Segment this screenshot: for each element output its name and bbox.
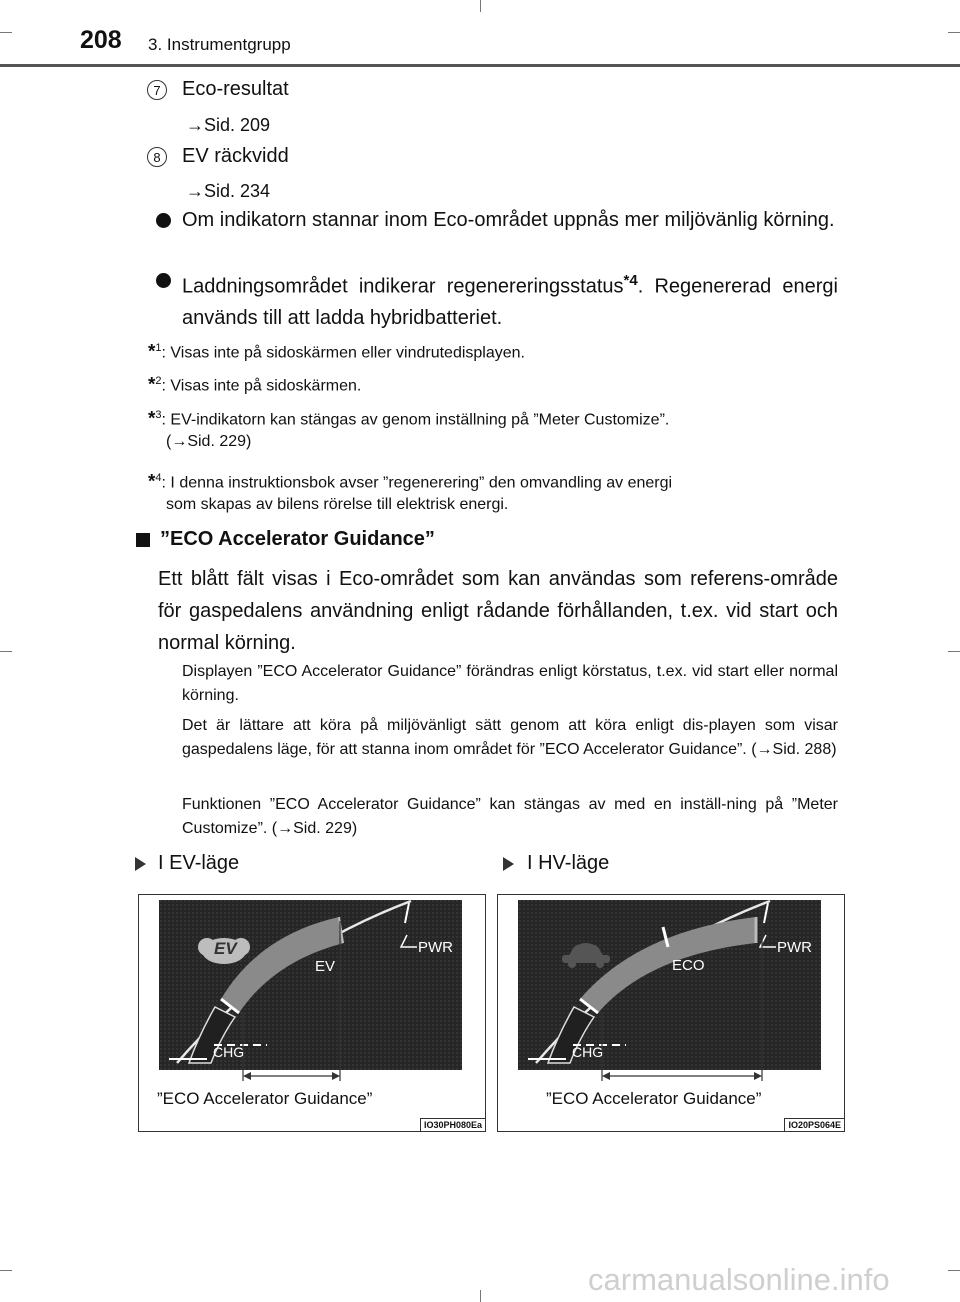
crop-mark: [948, 1270, 960, 1271]
page-reference[interactable]: →Sid. 209: [186, 115, 271, 135]
arrow-right-icon: →: [186, 181, 204, 201]
figure-caption: ”ECO Accelerator Guidance”: [546, 1089, 762, 1108]
footnote-continuation: som skapas av bilens rörelse till elektrisk energi.: [166, 496, 509, 513]
figure-subtitle-hv: I HV-läge: [527, 852, 610, 874]
footnote-continuation: (→Sid. 229): [166, 433, 252, 450]
figure-caption: ”ECO Accelerator Guidance”: [157, 1089, 373, 1108]
figure-hv-mode: [497, 894, 845, 1132]
footnote: *$^4$: I denna instruktionsbok avser ”regenerering” den omvandling av energi: [148, 471, 673, 493]
arrow-right-icon: →: [186, 115, 204, 135]
triangle-bullet-icon: [503, 857, 514, 871]
chg-label: CHG: [213, 1044, 245, 1060]
item-number-badge: 8: [147, 147, 167, 167]
crop-mark: [480, 1290, 481, 1302]
ev-badge-icon: EV: [214, 939, 237, 958]
crop-mark: [948, 32, 960, 33]
section-note: Det är lättare att köra på miljövänligt sätt genom att köra enligt dis-playen som visar gaspedalens läge, för att stanna inom området för ”ECO Accelerator Guidance”. (→Sid. 288): [182, 717, 838, 758]
bullet-icon: [156, 213, 171, 228]
item-title-ev-rackvidd: EV räckvidd: [182, 145, 289, 167]
section-square-icon: [136, 533, 150, 547]
section-note: Displayen ”ECO Accelerator Guidance” förändras enligt körstatus, t.ex. vid start eller normal körning.: [182, 663, 838, 704]
watermark: carmanualsonline.info: [588, 1262, 890, 1297]
section-body: Ett blått fält visas i Eco-området som kan användas som referens-område för gaspedalens användning enligt rådande förhållanden, t.ex. vid start och normal körning.: [158, 568, 838, 654]
pwr-label: PWR: [418, 939, 453, 956]
header-rule: [0, 64, 960, 67]
crop-mark: [480, 0, 481, 12]
pwr-label: PWR: [777, 939, 812, 956]
item-number-badge: 7: [147, 80, 167, 100]
page-number: 208: [80, 26, 122, 54]
footnote: *$^2$: Visas inte på sidoskärmen.: [148, 374, 362, 396]
figure-subtitle-ev: I EV-läge: [158, 852, 240, 874]
bullet-icon: [156, 273, 171, 288]
zone-label-ev: EV: [315, 958, 336, 975]
section-note: Funktionen ”ECO Accelerator Guidance” kan stängas av med en inställ-ning på ”Meter Customize”. (→Sid. 229): [182, 796, 838, 837]
figure-code: IO30PH080Ea: [420, 1118, 485, 1131]
chapter-title: 3. Instrumentgrupp: [148, 35, 291, 54]
section-title: ”ECO Accelerator Guidance”: [160, 528, 435, 550]
footnote: *$^3$: EV-indikatorn kan stängas av genom inställning på ”Meter Customize”.: [148, 408, 670, 430]
crop-mark: [948, 651, 960, 652]
triangle-bullet-icon: [135, 857, 146, 871]
bullet-text: Laddningsområdet indikerar regenereringsstatus$^{*4}$. Regenererad energi används till att ladda hybridbatteriet.: [182, 272, 838, 329]
figure-code: IO20PS064E: [784, 1118, 844, 1131]
page-reference[interactable]: →Sid. 234: [186, 181, 271, 201]
item-title-eco-resultat: Eco-resultat: [182, 78, 289, 100]
footnote: *$^1$: Visas inte på sidoskärmen eller vindrutedisplayen.: [148, 341, 525, 363]
crop-mark: [0, 651, 12, 652]
bullet-text: Om indikatorn stannar inom Eco-området uppnås mer miljövänlig körning.: [182, 209, 835, 231]
chg-label: CHG: [572, 1044, 604, 1060]
zone-label-eco: ECO: [672, 957, 705, 974]
crop-mark: [0, 1270, 12, 1271]
crop-mark: [0, 32, 12, 33]
figure-ev-mode: [138, 894, 486, 1132]
